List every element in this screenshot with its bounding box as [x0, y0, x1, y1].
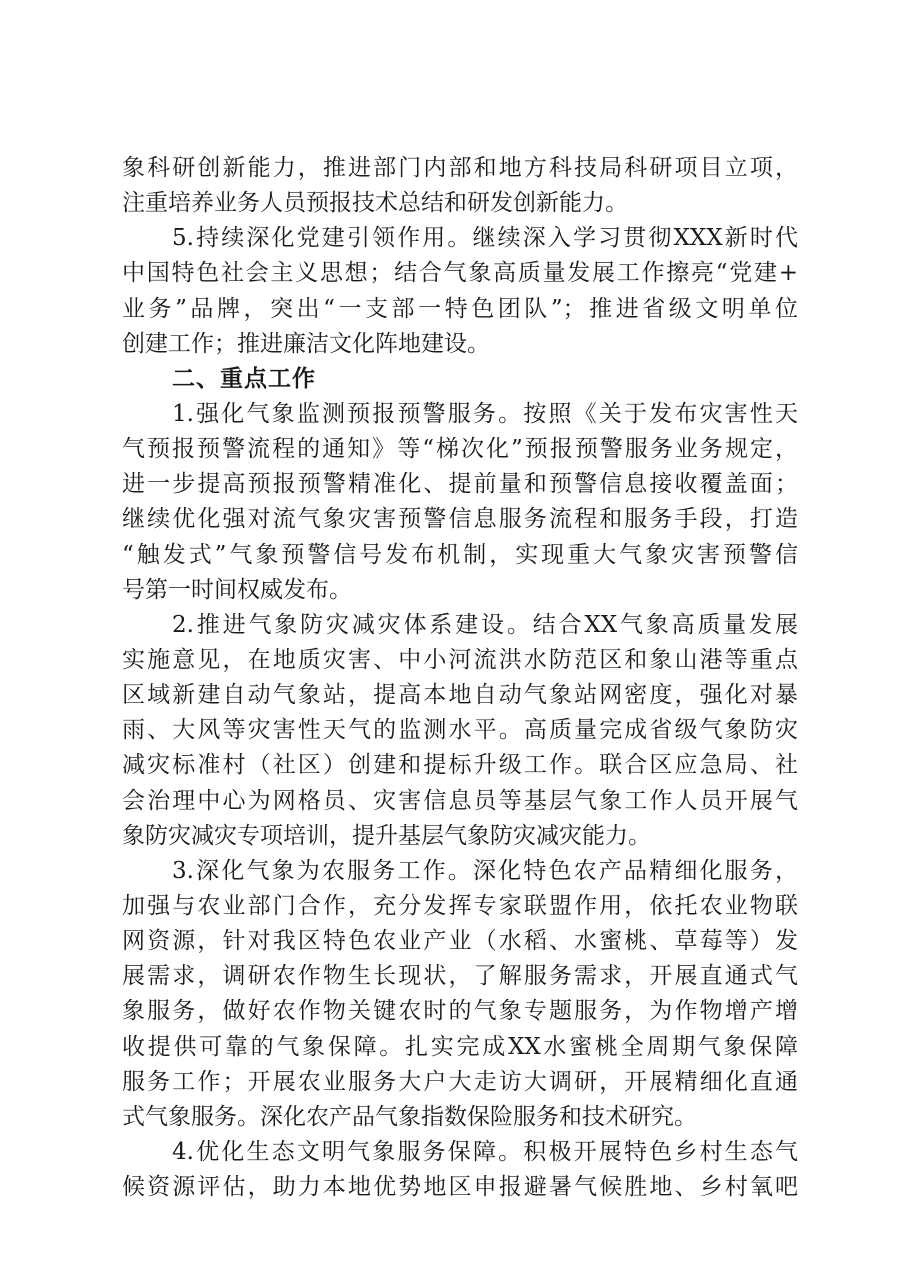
paragraph-line: 5.持续深化党建引领作用。继续深入学习贯彻XXX新时代: [172, 225, 798, 252]
paragraph-line: 号第一时间权威发布。: [122, 576, 352, 603]
paragraph-line: 实施意见，在地质灾害、中小河流洪水防范区和象山港等重点: [122, 646, 798, 673]
paragraph-line: 3.深化气象为农服务工作。深化特色农产品精细化服务，: [172, 857, 798, 884]
paragraph-line: 网资源，针对我区特色农业产业（水稻、水蜜桃、草莓等）发: [122, 928, 798, 955]
paragraph-line: 进一步提高预报预警精准化、提前量和预警信息接收覆盖面；: [122, 471, 798, 498]
paragraph-line: 会治理中心为网格员、灾害信息员等基层气象工作人员开展气: [122, 787, 798, 814]
paragraph-line: 创建工作；推进廉洁文化阵地建设。: [122, 330, 490, 357]
paragraph-line: 式气象服务。深化农产品气象指数保险服务和技术研究。: [122, 1103, 697, 1130]
paragraph-line: 加强与农业部门合作，充分发挥专家联盟作用，依托农业物联: [122, 892, 798, 919]
document-body: [122, 151, 798, 1205]
section-heading: 二、重点工作: [172, 365, 316, 392]
paragraph-line: 候资源评估，助力本地优势地区申报避暑气候胜地、乡村氧吧: [122, 1174, 798, 1201]
paragraph-line: 减灾标准村（社区）创建和提标升级工作。联合区应急局、社: [122, 752, 798, 779]
paragraph-line: 展需求，调研农作物生长现状，了解服务需求，开展直通式气: [122, 963, 798, 990]
paragraph-line: 4.优化生态文明气象服务保障。积极开展特色乡村生态气: [172, 1138, 798, 1165]
paragraph-line: 中国特色社会主义思想；结合气象高质量发展工作擦亮“党建+: [122, 260, 798, 287]
paragraph-line: 气预报预警流程的通知》等“梯次化”预报预警服务业务规定，: [122, 436, 798, 463]
paragraph-line: 象服务，做好农作物关键农时的气象专题服务，为作物增产增: [122, 998, 798, 1025]
paragraph-line: 继续优化强对流气象灾害预警信息服务流程和服务手段，打造: [122, 506, 798, 533]
paragraph-line: 服务工作；开展农业服务大户大走访大调研，开展精细化直通: [122, 1068, 798, 1095]
paragraph-line: 1.强化气象监测预报预警服务。按照《关于发布灾害性天: [172, 400, 798, 427]
paragraph-line: 业务”品牌，突出“一支部一特色团队”；推进省级文明单位: [122, 295, 798, 322]
paragraph-line: 雨、大风等灾害性天气的监测水平。高质量完成省级气象防灾: [122, 717, 798, 744]
paragraph-line: 象防灾减灾专项培训，提升基层气象防灾减灾能力。: [122, 822, 651, 849]
paragraph-line: “触发式”气象预警信号发布机制，实现重大气象灾害预警信: [122, 541, 798, 568]
paragraph-line: 注重培养业务人员预报技术总结和研发创新能力。: [122, 190, 628, 217]
paragraph-line: 2.推进气象防灾减灾体系建设。结合XX气象高质量发展: [172, 611, 798, 638]
paragraph-line: 收提供可靠的气象保障。扎实完成XX水蜜桃全周期气象保障: [122, 1033, 798, 1060]
paragraph-line: 象科研创新能力，推进部门内部和地方科技局科研项目立项，: [122, 155, 798, 181]
paragraph-line: 区域新建自动气象站，提高本地自动气象站网密度，强化对暴: [122, 682, 798, 709]
